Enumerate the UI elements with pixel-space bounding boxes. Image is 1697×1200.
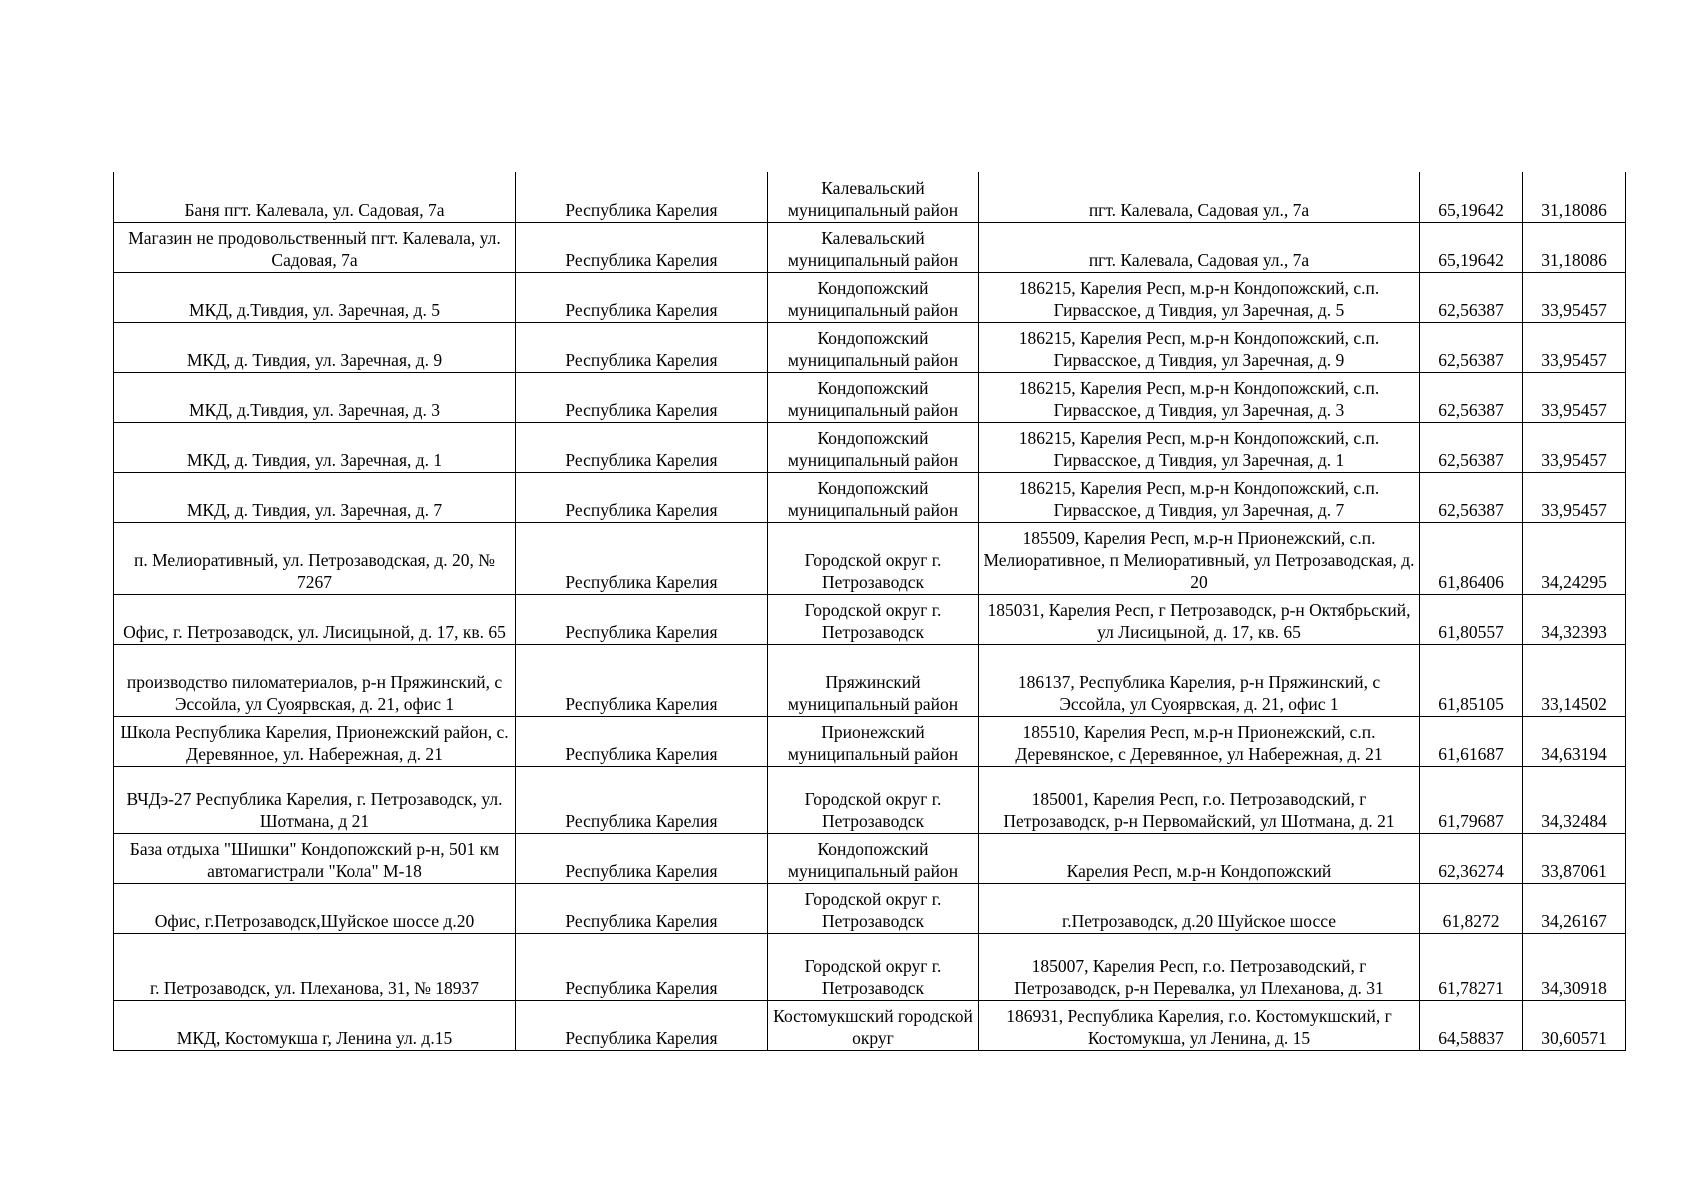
longitude-cell: 34,32484 xyxy=(1523,766,1626,833)
table-row xyxy=(114,372,1626,422)
district-cell: Кондопожский муниципальный район xyxy=(768,272,979,322)
address-cell: пгт. Калевала, Садовая ул., 7а xyxy=(979,172,1420,222)
district-cell: Прионежский муниципальный район xyxy=(768,716,979,766)
region-cell: Республика Карелия xyxy=(516,883,768,933)
region-cell: Республика Карелия xyxy=(516,472,768,522)
table-row xyxy=(114,716,1626,766)
address-cell: пгт. Калевала, Садовая ул., 7а xyxy=(979,222,1420,272)
region-cell: Республика Карелия xyxy=(516,522,768,594)
district-cell: Городской округ г. Петрозаводск xyxy=(768,766,979,833)
latitude-cell: 65,19642 xyxy=(1420,172,1523,222)
address-cell: 185001, Карелия Респ, г.о. Петрозаводский, г Петрозаводск, р-н Первомайский, ул Шотмана, д. 21 xyxy=(979,766,1420,833)
address-cell: 186215, Карелия Респ, м.р-н Кондопожский, с.п. Гирвасское, д Тивдия, ул Заречная, д. 3 xyxy=(979,372,1420,422)
locations-table xyxy=(113,172,1626,1051)
latitude-cell: 62,36274 xyxy=(1420,833,1523,883)
district-cell: Городской округ г. Петрозаводск xyxy=(768,594,979,644)
address-cell: 185007, Карелия Респ, г.о. Петрозаводский, г Петрозаводск, р-н Перевалка, ул Плеханова, д. 31 xyxy=(979,933,1420,1000)
object-name-cell: п. Мелиоративный, ул. Петрозаводская, д. 20, № 7267 xyxy=(114,522,516,594)
table-row xyxy=(114,472,1626,522)
table-row xyxy=(114,594,1626,644)
object-name-cell: МКД, д.Тивдия, ул. Заречная, д. 5 xyxy=(114,272,516,322)
latitude-cell: 62,56387 xyxy=(1420,472,1523,522)
object-name-cell: производство пиломатериалов, р-н Пряжинский, с Эссойла, ул Суоярвская, д. 21, офис 1 xyxy=(114,644,516,716)
table-row xyxy=(114,883,1626,933)
latitude-cell: 61,61687 xyxy=(1420,716,1523,766)
address-cell: 186215, Карелия Респ, м.р-н Кондопожский, с.п. Гирвасское, д Тивдия, ул Заречная, д. 5 xyxy=(979,272,1420,322)
region-cell: Республика Карелия xyxy=(516,322,768,372)
region-cell: Республика Карелия xyxy=(516,766,768,833)
region-cell: Республика Карелия xyxy=(516,272,768,322)
district-cell: Городской округ г. Петрозаводск xyxy=(768,522,979,594)
table-row xyxy=(114,422,1626,472)
object-name-cell: МКД, д. Тивдия, ул. Заречная, д. 9 xyxy=(114,322,516,372)
latitude-cell: 61,78271 xyxy=(1420,933,1523,1000)
address-cell: 186931, Республика Карелия, г.о. Костомукшский, г Костомукша, ул Ленина, д. 15 xyxy=(979,1000,1420,1050)
region-cell: Республика Карелия xyxy=(516,372,768,422)
object-name-cell: Офис, г. Петрозаводск, ул. Лисицыной, д. 17, кв. 65 xyxy=(114,594,516,644)
latitude-cell: 62,56387 xyxy=(1420,272,1523,322)
longitude-cell: 34,32393 xyxy=(1523,594,1626,644)
table-row xyxy=(114,644,1626,716)
region-cell: Республика Карелия xyxy=(516,833,768,883)
table-row xyxy=(114,322,1626,372)
region-cell: Республика Карелия xyxy=(516,933,768,1000)
object-name-cell: МКД, д.Тивдия, ул. Заречная, д. 3 xyxy=(114,372,516,422)
longitude-cell: 34,26167 xyxy=(1523,883,1626,933)
object-name-cell: г. Петрозаводск, ул. Плеханова, 31, № 18937 xyxy=(114,933,516,1000)
address-cell: 186215, Карелия Респ, м.р-н Кондопожский, с.п. Гирвасское, д Тивдия, ул Заречная, д. 1 xyxy=(979,422,1420,472)
address-cell: 185031, Карелия Респ, г Петрозаводск, р-н Октябрьский, ул Лисицыной, д. 17, кв. 65 xyxy=(979,594,1420,644)
district-cell: Калевальский муниципальный район xyxy=(768,172,979,222)
longitude-cell: 34,30918 xyxy=(1523,933,1626,1000)
latitude-cell: 61,79687 xyxy=(1420,766,1523,833)
table-row xyxy=(114,833,1626,883)
latitude-cell: 62,56387 xyxy=(1420,372,1523,422)
object-name-cell: Баня пгт. Калевала, ул. Садовая, 7а xyxy=(114,172,516,222)
region-cell: Республика Карелия xyxy=(516,594,768,644)
address-cell: Карелия Респ, м.р-н Кондопожский xyxy=(979,833,1420,883)
longitude-cell: 30,60571 xyxy=(1523,1000,1626,1050)
district-cell: Городской округ г. Петрозаводск xyxy=(768,883,979,933)
table-row xyxy=(114,272,1626,322)
district-cell: Пряжинский муниципальный район xyxy=(768,644,979,716)
longitude-cell: 34,63194 xyxy=(1523,716,1626,766)
object-name-cell: Магазин не продовольственный пгт. Калевала, ул. Садовая, 7а xyxy=(114,222,516,272)
district-cell: Кондопожский муниципальный район xyxy=(768,422,979,472)
table-row xyxy=(114,172,1626,222)
latitude-cell: 64,58837 xyxy=(1420,1000,1523,1050)
region-cell: Республика Карелия xyxy=(516,222,768,272)
longitude-cell: 33,87061 xyxy=(1523,833,1626,883)
longitude-cell: 34,24295 xyxy=(1523,522,1626,594)
region-cell: Республика Карелия xyxy=(516,716,768,766)
address-cell: 186215, Карелия Респ, м.р-н Кондопожский, с.п. Гирвасское, д Тивдия, ул Заречная, д. 9 xyxy=(979,322,1420,372)
table-row xyxy=(114,1000,1626,1050)
region-cell: Республика Карелия xyxy=(516,172,768,222)
address-cell: 185510, Карелия Респ, м.р-н Прионежский, с.п. Деревянское, с Деревянное, ул Набережная, д. 21 xyxy=(979,716,1420,766)
longitude-cell: 33,95457 xyxy=(1523,472,1626,522)
longitude-cell: 33,95457 xyxy=(1523,372,1626,422)
latitude-cell: 65,19642 xyxy=(1420,222,1523,272)
object-name-cell: МКД, Костомукша г, Ленина ул. д.15 xyxy=(114,1000,516,1050)
locations-table-body xyxy=(114,172,1626,1050)
latitude-cell: 61,85105 xyxy=(1420,644,1523,716)
latitude-cell: 61,80557 xyxy=(1420,594,1523,644)
address-cell: г.Петрозаводск, д.20 Шуйское шоссе xyxy=(979,883,1420,933)
district-cell: Кондопожский муниципальный район xyxy=(768,322,979,372)
region-cell: Республика Карелия xyxy=(516,1000,768,1050)
table-row xyxy=(114,522,1626,594)
longitude-cell: 33,14502 xyxy=(1523,644,1626,716)
address-cell: 185509, Карелия Респ, м.р-н Прионежский, с.п. Мелиоративное, п Мелиоративный, ул Петрозаводская, д. 20 xyxy=(979,522,1420,594)
district-cell: Городской округ г. Петрозаводск xyxy=(768,933,979,1000)
object-name-cell: МКД, д. Тивдия, ул. Заречная, д. 7 xyxy=(114,472,516,522)
region-cell: Республика Карелия xyxy=(516,644,768,716)
longitude-cell: 31,18086 xyxy=(1523,172,1626,222)
region-cell: Республика Карелия xyxy=(516,422,768,472)
latitude-cell: 61,86406 xyxy=(1420,522,1523,594)
longitude-cell: 33,95457 xyxy=(1523,422,1626,472)
table-row xyxy=(114,933,1626,1000)
district-cell: Кондопожский муниципальный район xyxy=(768,472,979,522)
table-row xyxy=(114,222,1626,272)
district-cell: Костомукшский городской округ xyxy=(768,1000,979,1050)
district-cell: Кондопожский муниципальный район xyxy=(768,372,979,422)
latitude-cell: 61,8272 xyxy=(1420,883,1523,933)
district-cell: Кондопожский муниципальный район xyxy=(768,833,979,883)
district-cell: Калевальский муниципальный район xyxy=(768,222,979,272)
longitude-cell: 31,18086 xyxy=(1523,222,1626,272)
latitude-cell: 62,56387 xyxy=(1420,422,1523,472)
table-row xyxy=(114,766,1626,833)
longitude-cell: 33,95457 xyxy=(1523,322,1626,372)
object-name-cell: База отдыха "Шишки" Кондопожский р-н, 501 км автомагистрали "Кола" М-18 xyxy=(114,833,516,883)
object-name-cell: Школа Республика Карелия, Прионежский район, с. Деревянное, ул. Набережная, д. 21 xyxy=(114,716,516,766)
object-name-cell: ВЧДэ-27 Республика Карелия, г. Петрозаводск, ул. Шотмана, д 21 xyxy=(114,766,516,833)
longitude-cell: 33,95457 xyxy=(1523,272,1626,322)
object-name-cell: МКД, д. Тивдия, ул. Заречная, д. 1 xyxy=(114,422,516,472)
latitude-cell: 62,56387 xyxy=(1420,322,1523,372)
object-name-cell: Офис, г.Петрозаводск,Шуйское шоссе д.20 xyxy=(114,883,516,933)
address-cell: 186215, Карелия Респ, м.р-н Кондопожский, с.п. Гирвасское, д Тивдия, ул Заречная, д. 7 xyxy=(979,472,1420,522)
address-cell: 186137, Республика Карелия, р-н Пряжинский, с Эссойла, ул Суоярвская, д. 21, офис 1 xyxy=(979,644,1420,716)
